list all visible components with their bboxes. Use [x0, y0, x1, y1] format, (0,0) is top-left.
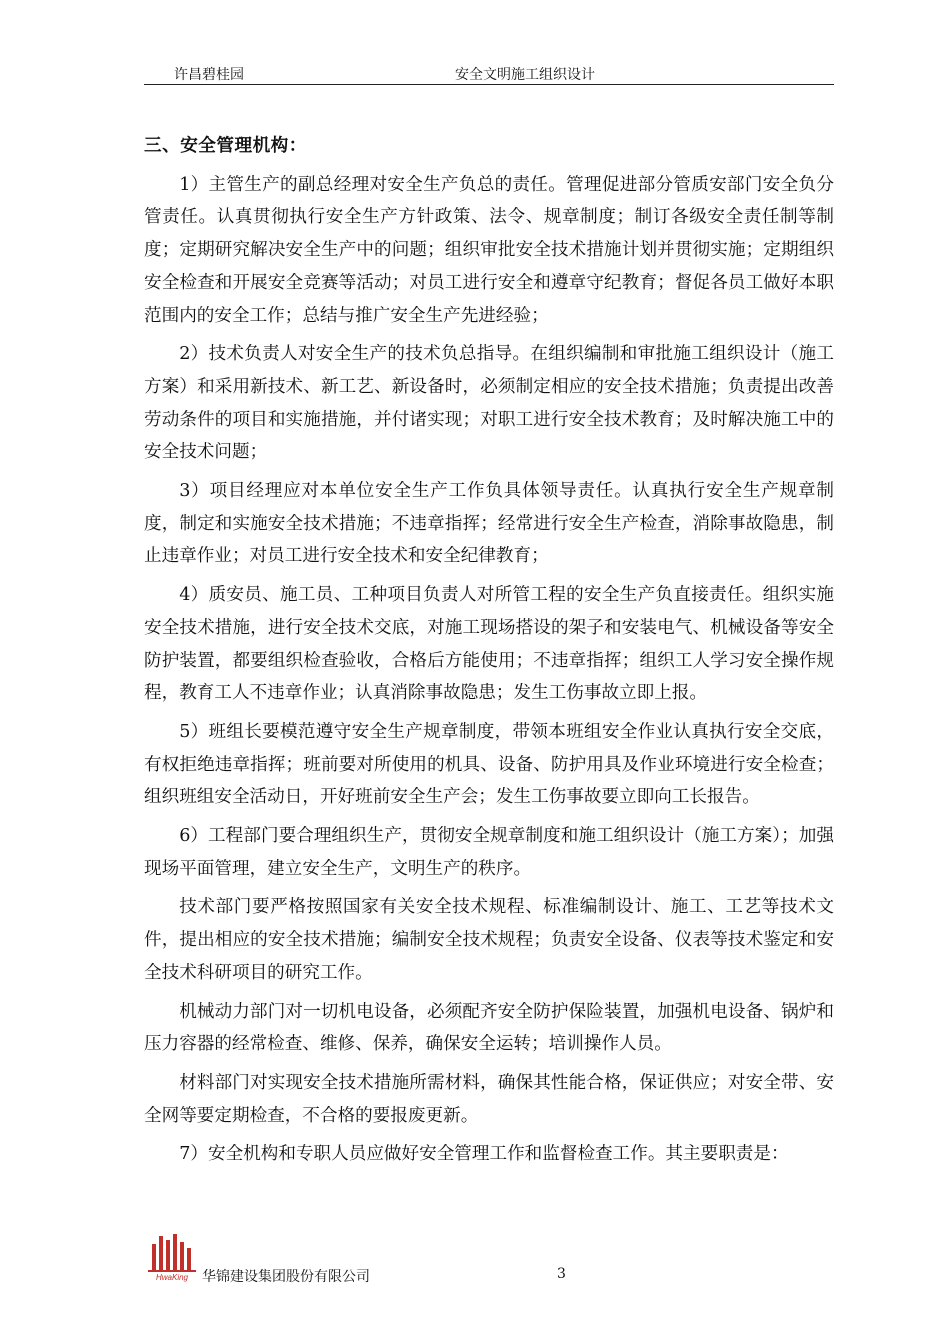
footer-company-name: 华锦建设集团股份有限公司 — [202, 1269, 370, 1285]
section-heading: 三、安全管理机构： — [144, 136, 307, 156]
paragraph-technical-dept: 技术部门要严格按照国家有关安全技术规程、标准编制设计、施工、工艺等技术文件，提出相应的安全技术措施；编制安全技术规程；负责安全设备、仪表等技术鉴定和安全技术科研项目的研究工作。 — [144, 897, 834, 983]
paragraph-7: 7）安全机构和专职人员应做好安全管理工作和监督检查工作。其主要职责是： — [179, 1144, 789, 1165]
paragraph-1: 1）主管生产的副总经理对安全生产负总的责任。管理促进部分管质安部门安全负分管责任。认真贯彻执行安全生产方针政策、法令、规章制度；制订各级安全责任制等制度；定期研究解决安全生产中的问题；组织审批安全技术措施计划并贯彻实施；定期组织安全检查和开展安全竞赛等活动；对员工进行安全和遵章守纪教育；督促各员工做好本职范围内的安全工作；总结与推广安全生产先进经验； — [144, 174, 834, 326]
page-footer — [144, 1228, 834, 1288]
paragraph-mechanical-dept: 机械动力部门对一切机电设备，必须配齐安全防护保险装置，加强机电设备、锅炉和压力容器的经常检查、维修、保养，确保安全运转；培训操作人员。 — [144, 1001, 834, 1055]
header-project-name: 许昌碧桂园 — [174, 67, 244, 83]
page-body — [144, 130, 834, 1177]
paragraph-6: 6）工程部门要合理组织生产，贯彻安全规章制度和施工组织设计（施工方案）；加强现场平面管理，建立安全生产，文明生产的秩序。 — [144, 826, 834, 879]
header-document-title: 安全文明施工组织设计 — [455, 67, 595, 83]
company-logo-icon — [144, 1232, 200, 1284]
page-number: 3 — [557, 1266, 566, 1282]
logo-text: HwaKing — [155, 1273, 189, 1282]
paragraph-3: 3）项目经理应对本单位安全生产工作负具体领导责任。认真执行安全生产规章制度，制定和实施安全技术措施；不违章指挥；经常进行安全生产检查，消除事故隐患，制止违章作业；对员工进行安全技术和安全纪律教育； — [144, 481, 834, 567]
paragraph-2: 2）技术负责人对安全生产的技术负总指导。在组织编制和审批施工组织设计（施工方案）和采用新技术、新工艺、新设备时，必须制定相应的安全技术措施；负责提出改善劳动条件的项目和实施措施，并付诸实现；对职工进行安全技术教育；及时解决施工中的安全技术问题； — [144, 344, 834, 463]
page-header — [144, 60, 834, 85]
paragraph-5: 5）班组长要模范遵守安全生产规章制度，带领本班组安全作业认真执行安全交底，有权拒绝违章指挥；班前要对所使用的机具、设备、防护用具及作业环境进行安全检查；组织班组安全活动日，开好班前安全生产会；发生工伤事故要立即向工长报告。 — [144, 721, 834, 808]
paragraph-materials-dept: 材料部门对实现安全技术措施所需材料，确保其性能合格，保证供应；对安全带、安全网等要定期检查，不合格的要报废更新。 — [144, 1072, 834, 1126]
paragraph-4: 4）质安员、施工员、工种项目负责人对所管工程的安全生产负直接责任。组织实施安全技术措施，进行安全技术交底，对施工现场搭设的架子和安装电气、机械设备等安全防护装置，都要组织检查验收，合格后方能使用；不违章指挥；组织工人学习安全操作规程，教育工人不违章作业；认真消除事故隐患；发生工伤事故立即上报。 — [144, 585, 834, 704]
